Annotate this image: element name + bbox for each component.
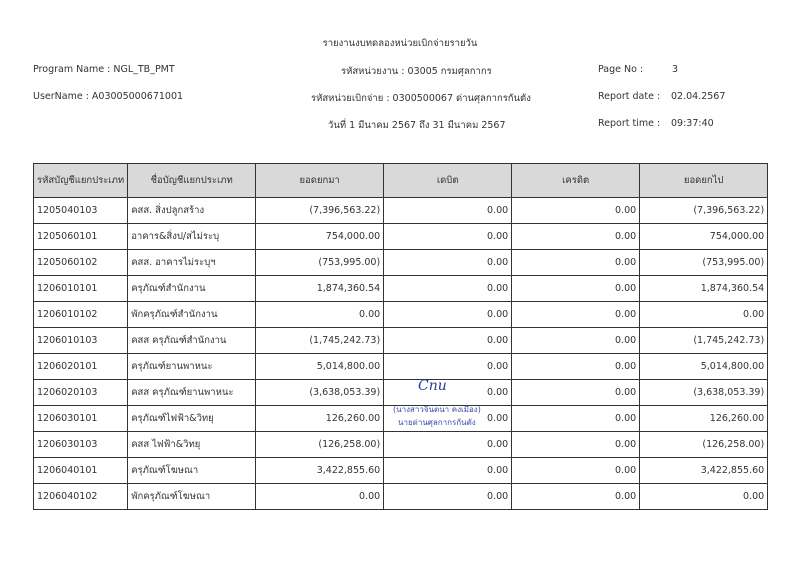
cell-opening-balance: 5,014,800.00 [256,354,384,380]
table-row [34,276,768,302]
cell-credit: 0.00 [512,432,640,458]
cell-account-name: อาคาร&สิ่งป/สไม่ระบุ [128,224,256,250]
cell-credit: 0.00 [512,328,640,354]
cell-account-code: 1205040103 [34,198,128,224]
col-header-debit: เดบิต [384,164,512,198]
table-row [34,380,768,406]
cell-credit: 0.00 [512,224,640,250]
cell-account-code: 1206030101 [34,406,128,432]
cell-closing-balance: 0.00 [640,302,768,328]
page-no-label: Page No : [598,64,644,75]
cell-debit: 0.00 [384,484,512,510]
cell-account-name: พักครุภัณฑ์สำนักงาน [128,302,256,328]
cell-debit: 0.00 [384,328,512,354]
table-row [34,250,768,276]
cell-debit: 0.00 [384,458,512,484]
username: UserName : A03005000671001 [33,91,184,102]
table-row [34,354,768,380]
cell-account-name: ครุภัณฑ์สำนักงาน [128,276,256,302]
cell-opening-balance: (126,258.00) [256,432,384,458]
col-header-opening-balance: ยอดยกมา [256,164,384,198]
col-header-closing-balance: ยอดยกไป [640,164,768,198]
report-period: วันที่ 1 มีนาคม 2567 ถึง 31 มีนาคม 2567 [328,120,506,131]
cell-account-name: คสส ครุภัณฑ์สำนักงาน [128,328,256,354]
cell-opening-balance: 1,874,360.54 [256,276,384,302]
table-row [34,328,768,354]
cell-debit: 0.00 [384,354,512,380]
table-row [34,458,768,484]
cell-account-code: 1206010102 [34,302,128,328]
cell-account-code: 1205060102 [34,250,128,276]
cell-closing-balance: 1,874,360.54 [640,276,768,302]
cell-debit: 0.00 [384,198,512,224]
cell-credit: 0.00 [512,250,640,276]
cell-opening-balance: 3,422,855.60 [256,458,384,484]
cell-debit: 0.00 [384,276,512,302]
cell-account-name: คสส ไฟฟ้า&วิทยุ [128,432,256,458]
program-name: Program Name : NGL_TB_PMT [33,64,175,75]
cell-opening-balance: (753,995.00) [256,250,384,276]
cell-opening-balance: 0.00 [256,484,384,510]
signature: Cnu [418,378,447,394]
col-header-account-name: ชื่อบัญชีแยกประเภท [128,164,256,198]
cell-closing-balance: (1,745,242.73) [640,328,768,354]
cell-closing-balance: (3,638,053.39) [640,380,768,406]
cell-credit: 0.00 [512,380,640,406]
col-header-account-code: รหัสบัญชีแยกประเภท [34,164,128,198]
agency-code: รหัสหน่วยงาน : 03005 กรมศุลกากร [341,66,492,77]
cell-closing-balance: 754,000.00 [640,224,768,250]
cell-closing-balance: 5,014,800.00 [640,354,768,380]
cell-credit: 0.00 [512,484,640,510]
cell-account-code: 1206010101 [34,276,128,302]
cell-account-name: คสส ครุภัณฑ์ยานพาหนะ [128,380,256,406]
table-header-row [34,164,768,198]
cell-account-name: พักครุภัณฑ์โฆษณา [128,484,256,510]
cell-account-code: 1206020103 [34,380,128,406]
cell-account-name: ครุภัณฑ์ไฟฟ้า&วิทยุ [128,406,256,432]
ledger-table [33,163,768,510]
cell-debit: 0.00 [384,380,512,406]
col-header-credit: เครดิต [512,164,640,198]
cell-account-code: 1206030103 [34,432,128,458]
cell-opening-balance: 754,000.00 [256,224,384,250]
cell-closing-balance: (753,995.00) [640,250,768,276]
cell-account-name: ครุภัณฑ์โฆษณา [128,458,256,484]
cell-account-name: คสส. อาคารไม่ระบุฯ [128,250,256,276]
cell-opening-balance: (7,396,563.22) [256,198,384,224]
cell-account-code: 1206020101 [34,354,128,380]
cell-account-code: 1205060101 [34,224,128,250]
cell-credit: 0.00 [512,354,640,380]
cell-credit: 0.00 [512,302,640,328]
cell-debit: 0.00 [384,224,512,250]
cell-credit: 0.00 [512,406,640,432]
report-time-label: Report time : [598,118,661,129]
table-row [34,484,768,510]
cell-debit: 0.00 [384,406,512,432]
cell-closing-balance: (7,396,563.22) [640,198,768,224]
signatory-position: นายด่านศุลกากรกันตัง [398,418,476,427]
cell-account-code: 1206040102 [34,484,128,510]
page-no-value: 3 [672,64,679,75]
table-row [34,302,768,328]
cell-opening-balance: (1,745,242.73) [256,328,384,354]
cell-opening-balance: (3,638,053.39) [256,380,384,406]
signatory-name: (นางสาวจินตนา คงเมือง) [393,405,481,414]
cell-closing-balance: 126,260.00 [640,406,768,432]
cell-account-name: คสส. สิ่งปลูกสร้าง [128,198,256,224]
report-date-label: Report date : [598,91,661,102]
report-time-value: 09:37:40 [671,118,714,129]
table-row [34,224,768,250]
cell-credit: 0.00 [512,198,640,224]
cell-debit: 0.00 [384,432,512,458]
cell-opening-balance: 0.00 [256,302,384,328]
report-date-value: 02.04.2567 [671,91,726,102]
cell-account-code: 1206040101 [34,458,128,484]
cell-debit: 0.00 [384,302,512,328]
cell-closing-balance: 0.00 [640,484,768,510]
cell-debit: 0.00 [384,250,512,276]
table-row [34,432,768,458]
cell-account-name: ครุภัณฑ์ยานพาหนะ [128,354,256,380]
cell-closing-balance: 3,422,855.60 [640,458,768,484]
cell-opening-balance: 126,260.00 [256,406,384,432]
cell-credit: 0.00 [512,458,640,484]
report-title: รายงานงบทดลองหน่วยเบิกจ่ายรายวัน [322,38,478,49]
cell-account-code: 1206010103 [34,328,128,354]
table-row [34,198,768,224]
cell-credit: 0.00 [512,276,640,302]
cell-closing-balance: (126,258.00) [640,432,768,458]
disbursement-unit: รหัสหน่วยเบิกจ่าย : 0300500067 ด่านศุลกากรกันตัง [311,93,531,104]
